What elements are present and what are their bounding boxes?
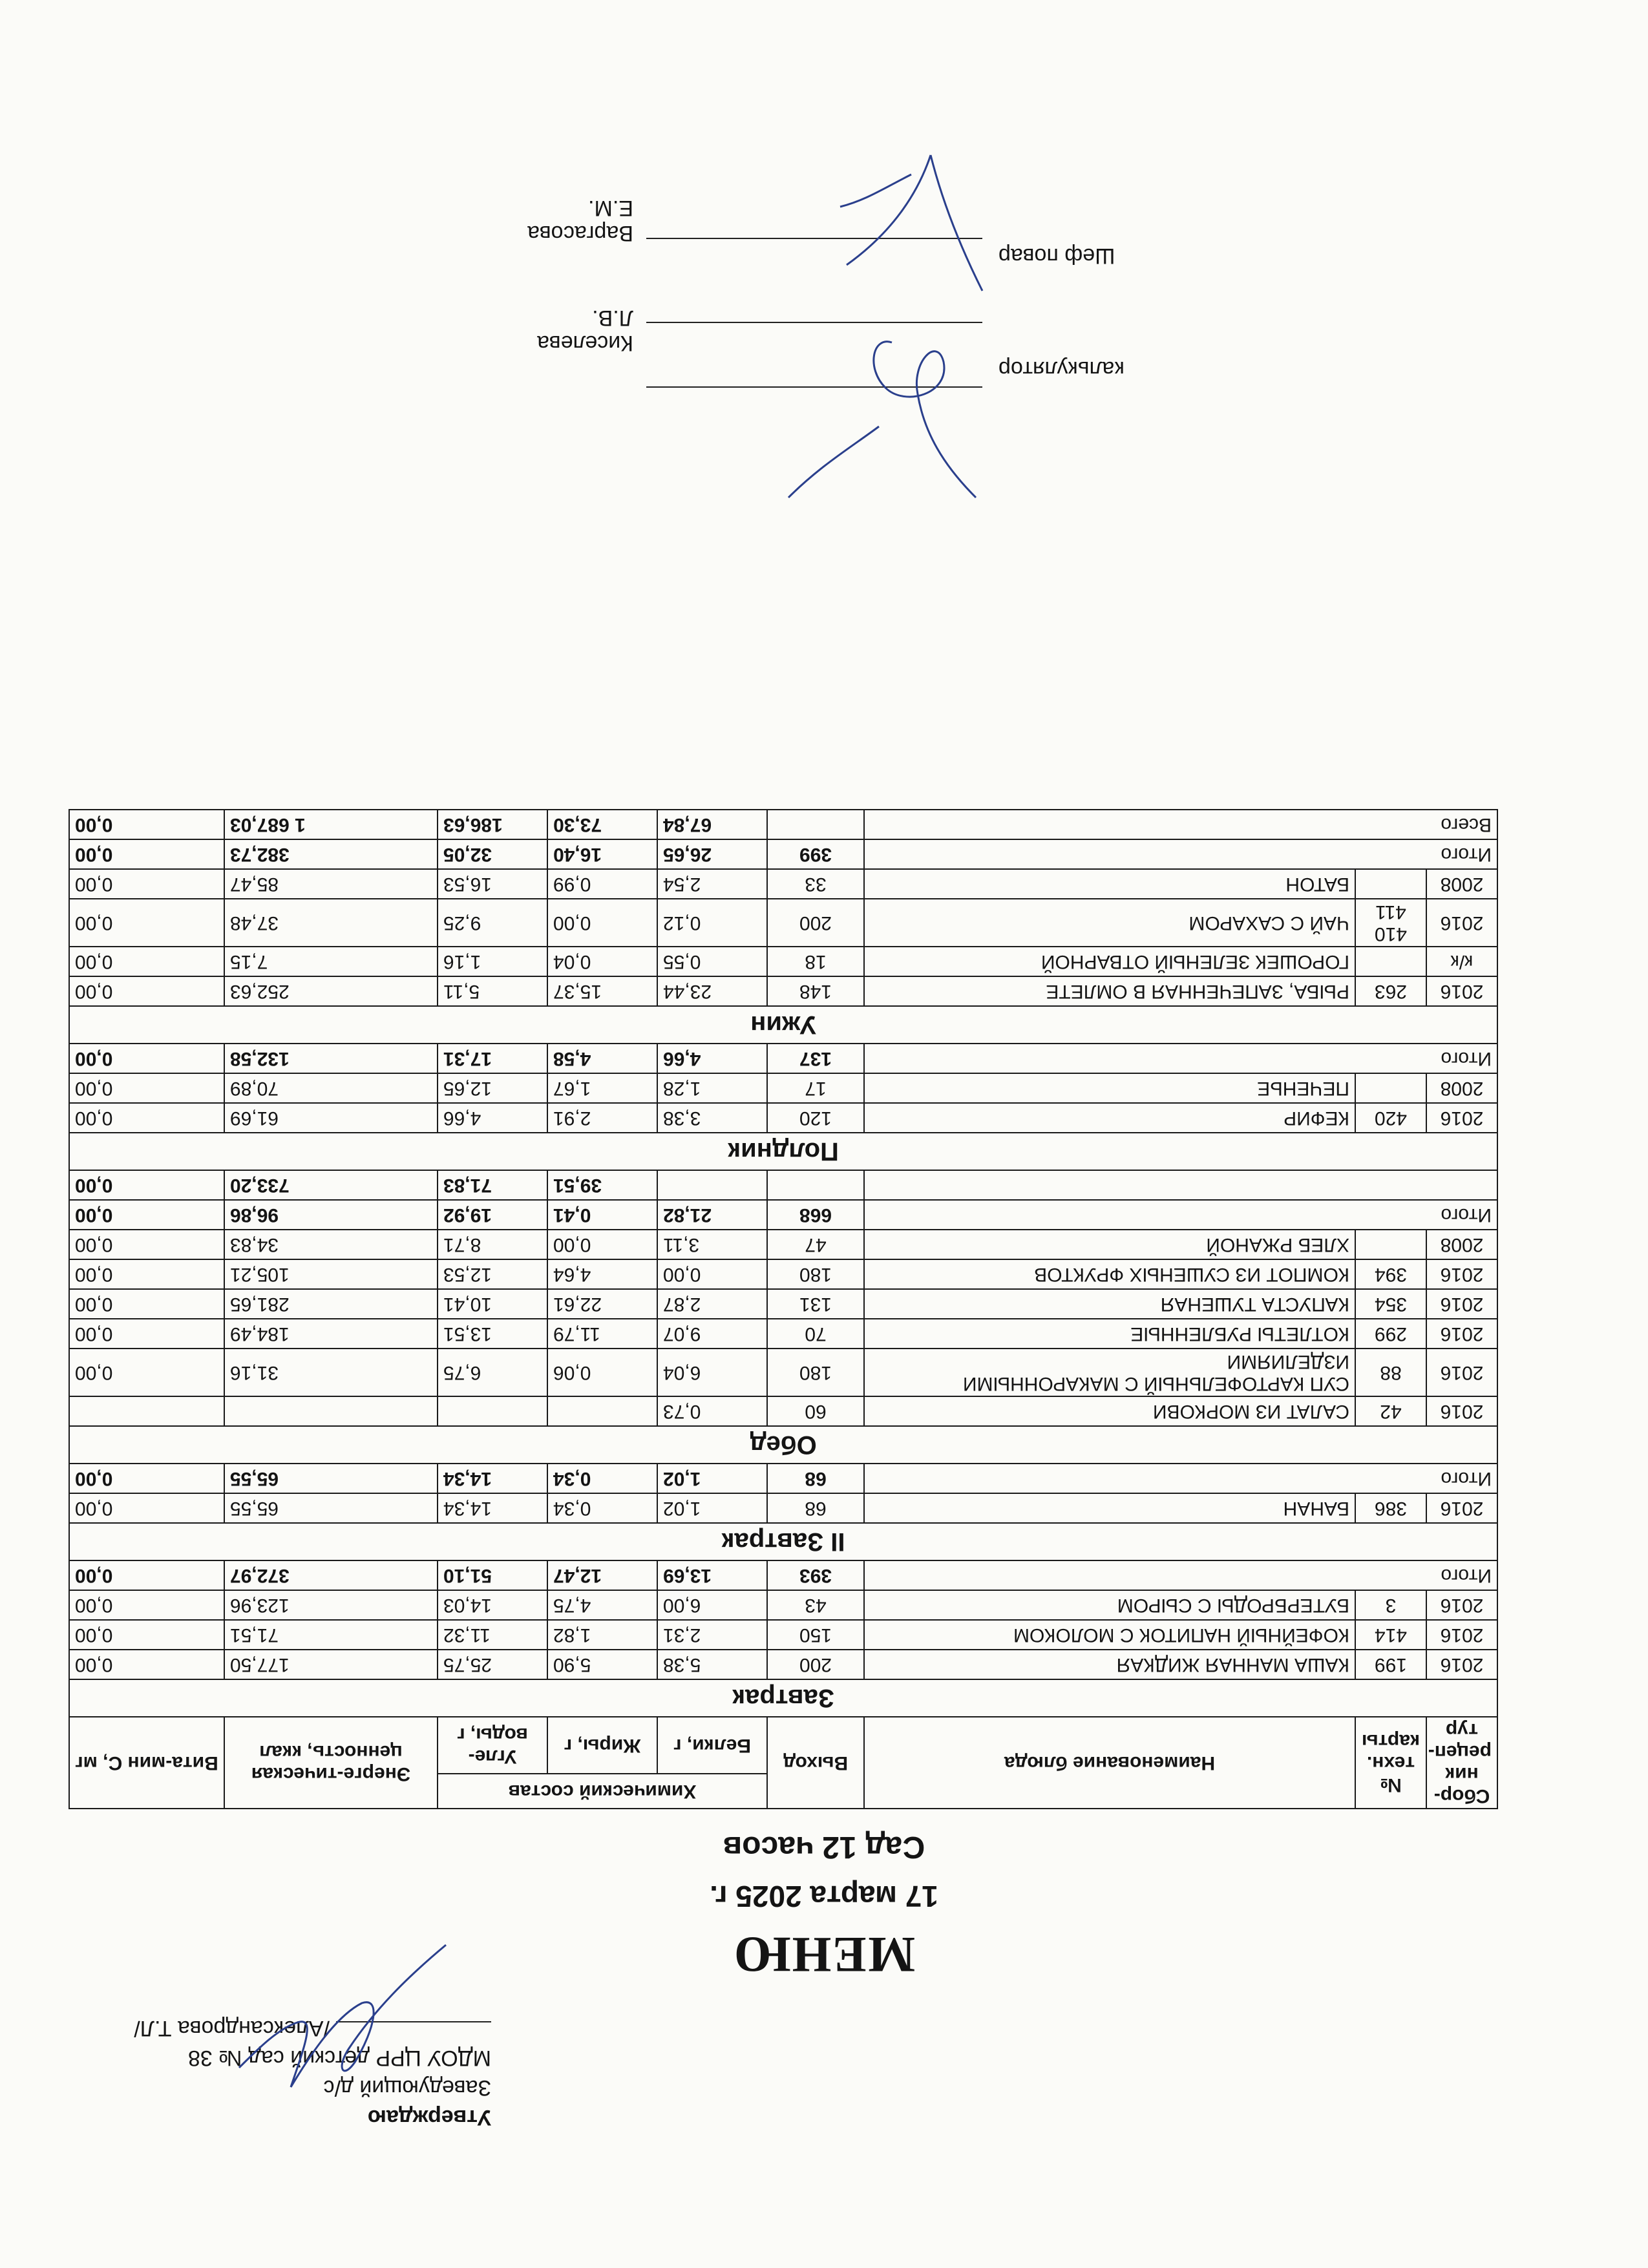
dish-protein: 5,38 <box>657 1650 767 1679</box>
dish-row <box>69 1493 1497 1523</box>
chef-name: Варгасова Е.М. <box>527 196 633 246</box>
section-total-row <box>69 1560 1497 1590</box>
dish-vitamin: 0,00 <box>69 1259 224 1289</box>
total-fat: 4,58 <box>547 1044 657 1073</box>
tech-card-number: 3 <box>1355 1590 1426 1620</box>
meal-title: Обед <box>69 1426 1497 1464</box>
section-total-row <box>69 1464 1497 1493</box>
total-energy: 733,20 <box>224 1170 438 1200</box>
chef-label: Шеф повар <box>998 244 1115 268</box>
dish-protein: 3,38 <box>657 1103 767 1133</box>
dish-row <box>69 869 1497 899</box>
total-vitamin: 0,00 <box>69 1044 224 1073</box>
dish-carb: 1,16 <box>438 947 547 976</box>
dish-name: ХЛЕБ РЖАНОЙ <box>864 1230 1355 1259</box>
dish-protein: 0,12 <box>657 899 767 947</box>
dish-carb: 12,53 <box>438 1259 547 1289</box>
dish-energy: 177,50 <box>224 1650 438 1679</box>
dish-fat: 1,82 <box>547 1620 657 1650</box>
total-label <box>864 1170 1497 1200</box>
recipe-book: 2016 <box>1426 1620 1497 1650</box>
total-fat: 39,51 <box>547 1170 657 1200</box>
dish-output: 33 <box>767 869 864 899</box>
chef-signature <box>821 136 1002 304</box>
grand-total-vitamin: 0,00 <box>69 810 224 839</box>
total-protein: 13,69 <box>657 1560 767 1590</box>
dish-name: КЕФИР <box>864 1103 1355 1133</box>
calc-name: Киселева Л.В. <box>537 306 633 355</box>
dish-vitamin: 0,00 <box>69 947 224 976</box>
grand-total-protein: 67,84 <box>657 810 767 839</box>
dish-row <box>69 1396 1497 1426</box>
dish-energy: 184,49 <box>224 1319 438 1349</box>
dish-name: РЫБА, ЗАПЕЧЕННАЯ В ОМЛЕТЕ <box>864 976 1355 1006</box>
dish-row <box>69 976 1497 1006</box>
dish-energy <box>224 1396 438 1426</box>
meal-title: Завтрак <box>69 1679 1497 1717</box>
approval-name: /Александрова Т.Л/ <box>134 2016 330 2041</box>
section-total-row <box>69 1044 1497 1073</box>
col-header-carb: Угле-воды, г <box>438 1717 547 1774</box>
dish-vitamin: 0,00 <box>69 1493 224 1523</box>
dish-fat: 11,79 <box>547 1319 657 1349</box>
dish-protein: 3,11 <box>657 1230 767 1259</box>
meal-header-row <box>69 1133 1497 1170</box>
tech-card-number <box>1355 947 1426 976</box>
calc-signature <box>769 317 1002 523</box>
total-carb: 14,34 <box>438 1464 547 1493</box>
dish-carb: 12,65 <box>438 1073 547 1103</box>
dish-fat: 4,64 <box>547 1259 657 1289</box>
tech-card-number: 88 <box>1355 1349 1426 1396</box>
total-energy: 372,97 <box>224 1560 438 1590</box>
total-protein <box>657 1170 767 1200</box>
tech-card-number: 42 <box>1355 1396 1426 1426</box>
dish-name: БУТЕРБРОДЫ С СЫРОМ <box>864 1590 1355 1620</box>
dish-name: ПЕЧЕНЬЕ <box>864 1073 1355 1103</box>
dish-carb: 13,51 <box>438 1319 547 1349</box>
dish-protein: 2,54 <box>657 869 767 899</box>
total-vitamin: 0,00 <box>69 1200 224 1230</box>
total-label: Итого <box>864 839 1497 869</box>
dish-carb: 10,41 <box>438 1289 547 1319</box>
dish-row <box>69 1590 1497 1620</box>
total-output: 68 <box>767 1464 864 1493</box>
dish-energy: 71,51 <box>224 1620 438 1650</box>
meal-title: Ужин <box>69 1006 1497 1044</box>
grand-total-row <box>69 810 1497 839</box>
dish-name: ГОРОШЕК ЗЕЛЕНЫЙ ОТВАРНОЙ <box>864 947 1355 976</box>
total-protein: 4,66 <box>657 1044 767 1073</box>
dish-carb: 16,53 <box>438 869 547 899</box>
tech-card-number <box>1355 1073 1426 1103</box>
dish-energy: 105,21 <box>224 1259 438 1289</box>
dish-protein: 0,73 <box>657 1396 767 1426</box>
dish-fat: 2,91 <box>547 1103 657 1133</box>
total-energy: 132,58 <box>224 1044 438 1073</box>
dish-vitamin: 0,00 <box>69 1230 224 1259</box>
col-header-fat: Жиры, г <box>547 1717 657 1774</box>
dish-name: КОМПОТ ИЗ СУШЕНЫХ ФРУКТОВ <box>864 1259 1355 1289</box>
col-header-energy: Энерге-тическая ценность, ккал <box>224 1717 438 1809</box>
dish-energy: 34,83 <box>224 1230 438 1259</box>
dish-fat: 0,04 <box>547 947 657 976</box>
total-label: Итого <box>864 1464 1497 1493</box>
dish-fat: 1,67 <box>547 1073 657 1103</box>
dish-fat: 4,75 <box>547 1590 657 1620</box>
total-vitamin: 0,00 <box>69 1464 224 1493</box>
dish-name: КОТЛЕТЫ РУБЛЕННЫЕ <box>864 1319 1355 1349</box>
recipe-book: 2016 <box>1426 976 1497 1006</box>
dish-name: КАПУСТА ТУШЕНАЯ <box>864 1289 1355 1319</box>
grand-total-fat: 73,30 <box>547 810 657 839</box>
total-energy: 65,55 <box>224 1464 438 1493</box>
dish-output: 60 <box>767 1396 864 1426</box>
dish-row <box>69 947 1497 976</box>
recipe-book: 2016 <box>1426 1319 1497 1349</box>
total-vitamin: 0,00 <box>69 1560 224 1590</box>
dish-row <box>69 899 1497 947</box>
total-fat: 0,34 <box>547 1464 657 1493</box>
total-fat: 16,40 <box>547 839 657 869</box>
dish-row <box>69 1289 1497 1319</box>
dish-carb: 8,71 <box>438 1230 547 1259</box>
dish-name: СУП КАРТОФЕЛЬНЫЙ С МАКАРОННЫМИ ИЗДЕЛИЯМИ <box>864 1349 1355 1396</box>
dish-output: 17 <box>767 1073 864 1103</box>
dish-energy: 37,48 <box>224 899 438 947</box>
total-fat: 12,47 <box>547 1560 657 1590</box>
col-header-chem: Химический состав <box>438 1774 767 1809</box>
dish-protein: 1,28 <box>657 1073 767 1103</box>
dish-output: 180 <box>767 1259 864 1289</box>
recipe-book: 2008 <box>1426 869 1497 899</box>
dish-fat: 15,37 <box>547 976 657 1006</box>
total-output: 137 <box>767 1044 864 1073</box>
dish-row <box>69 1103 1497 1133</box>
dish-carb: 5,11 <box>438 976 547 1006</box>
col-header-protein: Белки, г <box>657 1717 767 1774</box>
dish-vitamin: 0,00 <box>69 1103 224 1133</box>
total-carb: 51,10 <box>438 1560 547 1590</box>
menu-table-body <box>69 810 1497 1717</box>
dish-carb: 4,66 <box>438 1103 547 1133</box>
dish-protein: 9,07 <box>657 1319 767 1349</box>
dish-row <box>69 1259 1497 1289</box>
menu-group: Сад 12 часов <box>723 1830 925 1864</box>
dish-row <box>69 1620 1497 1650</box>
total-protein: 21,82 <box>657 1200 767 1230</box>
dish-output: 150 <box>767 1620 864 1650</box>
dish-name: КАША МАННАЯ ЖИДКАЯ <box>864 1650 1355 1679</box>
total-output: 399 <box>767 839 864 869</box>
section-total-row <box>69 1200 1497 1230</box>
recipe-book: 2016 <box>1426 1103 1497 1133</box>
grand-total-energy: 1 687,03 <box>224 810 438 839</box>
total-label: Итого <box>864 1560 1497 1590</box>
total-vitamin: 0,00 <box>69 1170 224 1200</box>
dish-name: САЛАТ ИЗ МОРКОВИ <box>864 1396 1355 1426</box>
total-label: Итого <box>864 1200 1497 1230</box>
recipe-book: 2016 <box>1426 1493 1497 1523</box>
dish-output: 68 <box>767 1493 864 1523</box>
dish-carb <box>438 1396 547 1426</box>
dish-output: 200 <box>767 899 864 947</box>
tech-card-number: 394 <box>1355 1259 1426 1289</box>
dish-name: БАНАН <box>864 1493 1355 1523</box>
recipe-book: 2016 <box>1426 1289 1497 1319</box>
meal-header-row <box>69 1426 1497 1464</box>
recipe-book: 2016 <box>1426 1650 1497 1679</box>
dish-energy: 85,47 <box>224 869 438 899</box>
total-carb: 19,92 <box>438 1200 547 1230</box>
dish-row <box>69 1319 1497 1349</box>
total-energy: 96,86 <box>224 1200 438 1230</box>
meal-header-row <box>69 1006 1497 1044</box>
total-output: 668 <box>767 1200 864 1230</box>
dish-fat: 0,99 <box>547 869 657 899</box>
dish-carb: 25,75 <box>438 1650 547 1679</box>
dish-output: 43 <box>767 1590 864 1620</box>
total-label: Итого <box>864 1044 1497 1073</box>
dish-carb: 14,34 <box>438 1493 547 1523</box>
dish-name: ЧАЙ С САХАРОМ <box>864 899 1355 947</box>
dish-fat: 0,00 <box>547 1230 657 1259</box>
dish-name: БАТОН <box>864 869 1355 899</box>
dish-vitamin: 0,00 <box>69 869 224 899</box>
menu-date: 17 марта 2025 г. <box>710 1880 938 1913</box>
dish-fat <box>547 1396 657 1426</box>
dish-row <box>69 1073 1497 1103</box>
dish-output: 70 <box>767 1319 864 1349</box>
recipe-book: 2016 <box>1426 1349 1497 1396</box>
tech-card-number: 410 411 <box>1355 899 1426 947</box>
total-carb: 17,31 <box>438 1044 547 1073</box>
meal-title: II Завтрак <box>69 1523 1497 1560</box>
dish-energy: 252,63 <box>224 976 438 1006</box>
dish-output: 200 <box>767 1650 864 1679</box>
dish-carb: 6,75 <box>438 1349 547 1396</box>
tech-card-number <box>1355 869 1426 899</box>
dish-carb: 14,03 <box>438 1590 547 1620</box>
total-protein: 1,02 <box>657 1464 767 1493</box>
approval-organization: МДОУ ЦРР детский сад № 38 <box>187 2046 491 2070</box>
dish-output: 47 <box>767 1230 864 1259</box>
dish-fat: 0,00 <box>547 899 657 947</box>
dish-protein: 2,31 <box>657 1620 767 1650</box>
dish-vitamin <box>69 1396 224 1426</box>
dish-protein: 6,00 <box>657 1590 767 1620</box>
total-output: 393 <box>767 1560 864 1590</box>
grand-total-output <box>767 810 864 839</box>
meal-header-row <box>69 1679 1497 1717</box>
dish-fat: 0,34 <box>547 1493 657 1523</box>
col-header-dish: Наименование блюда <box>864 1717 1355 1809</box>
approval-title: Утверждаю <box>367 2105 491 2130</box>
dish-row <box>69 1230 1497 1259</box>
dish-carb: 11,32 <box>438 1620 547 1650</box>
tech-card-number: 263 <box>1355 976 1426 1006</box>
dish-vitamin: 0,00 <box>69 1620 224 1650</box>
total-fat: 0,41 <box>547 1200 657 1230</box>
dish-energy: 70,89 <box>224 1073 438 1103</box>
total-carb: 71,83 <box>438 1170 547 1200</box>
tech-card-number: 354 <box>1355 1289 1426 1319</box>
dish-protein: 6,04 <box>657 1349 767 1396</box>
dish-carb: 9,25 <box>438 899 547 947</box>
dish-vitamin: 0,00 <box>69 1319 224 1349</box>
tech-card-number: 199 <box>1355 1650 1426 1679</box>
dish-output: 148 <box>767 976 864 1006</box>
total-energy: 382,73 <box>224 839 438 869</box>
recipe-book: 2016 <box>1426 1259 1497 1289</box>
tech-card-number: 420 <box>1355 1103 1426 1133</box>
dish-row <box>69 1349 1497 1396</box>
dish-vitamin: 0,00 <box>69 1650 224 1679</box>
recipe-book: 2008 <box>1426 1073 1497 1103</box>
recipe-book: 2016 <box>1426 899 1497 947</box>
section-total-row <box>69 1170 1497 1200</box>
total-carb: 32,05 <box>438 839 547 869</box>
dish-protein: 0,00 <box>657 1259 767 1289</box>
menu-table <box>69 809 1498 1809</box>
dish-row <box>69 1650 1497 1679</box>
total-output <box>767 1170 864 1200</box>
page-title: МЕНЮ <box>732 1927 916 1983</box>
dish-vitamin: 0,00 <box>69 1349 224 1396</box>
recipe-book: 2016 <box>1426 1590 1497 1620</box>
recipe-book: к/к <box>1426 947 1497 976</box>
dish-fat: 0,06 <box>547 1349 657 1396</box>
dish-fat: 5,90 <box>547 1650 657 1679</box>
grand-total-label: Всего <box>864 810 1497 839</box>
total-vitamin: 0,00 <box>69 839 224 869</box>
dish-energy: 61,69 <box>224 1103 438 1133</box>
recipe-book: 2016 <box>1426 1396 1497 1426</box>
dish-vitamin: 0,00 <box>69 1590 224 1620</box>
dish-protein: 23,44 <box>657 976 767 1006</box>
dish-energy: 7,15 <box>224 947 438 976</box>
meal-header-row <box>69 1523 1497 1560</box>
dish-name: КОФЕЙНЫЙ НАПИТОК С МОЛОКОМ <box>864 1620 1355 1650</box>
tech-card-number: 386 <box>1355 1493 1426 1523</box>
meal-title: Полдник <box>69 1133 1497 1170</box>
dish-fat: 22,61 <box>547 1289 657 1319</box>
section-total-row <box>69 839 1497 869</box>
dish-protein: 2,87 <box>657 1289 767 1319</box>
dish-protein: 0,55 <box>657 947 767 976</box>
dish-output: 18 <box>767 947 864 976</box>
dish-vitamin: 0,00 <box>69 1073 224 1103</box>
recipe-book: 2008 <box>1426 1230 1497 1259</box>
tech-card-number <box>1355 1230 1426 1259</box>
tech-card-number: 414 <box>1355 1620 1426 1650</box>
dish-vitamin: 0,00 <box>69 899 224 947</box>
tech-card-number: 299 <box>1355 1319 1426 1349</box>
dish-energy: 123,96 <box>224 1590 438 1620</box>
dish-vitamin: 0,00 <box>69 976 224 1006</box>
dish-protein: 1,02 <box>657 1493 767 1523</box>
dish-energy: 65,55 <box>224 1493 438 1523</box>
total-protein: 26,65 <box>657 839 767 869</box>
dish-energy: 281,65 <box>224 1289 438 1319</box>
dish-vitamin: 0,00 <box>69 1289 224 1319</box>
dish-output: 180 <box>767 1349 864 1396</box>
col-header-book: Сбор-ник рецеп-тур <box>1426 1717 1497 1809</box>
col-header-card: № техн. карты <box>1355 1717 1426 1809</box>
col-header-vitamin: Вита-мин С, мг <box>69 1717 224 1809</box>
calc-label: калькулятор <box>998 357 1125 381</box>
dish-output: 131 <box>767 1289 864 1319</box>
dish-output: 120 <box>767 1103 864 1133</box>
col-header-output: Выход <box>767 1717 864 1809</box>
grand-total-carb: 186,63 <box>438 810 547 839</box>
dish-energy: 31,16 <box>224 1349 438 1396</box>
approval-position: Заведующий д/с <box>323 2075 491 2100</box>
